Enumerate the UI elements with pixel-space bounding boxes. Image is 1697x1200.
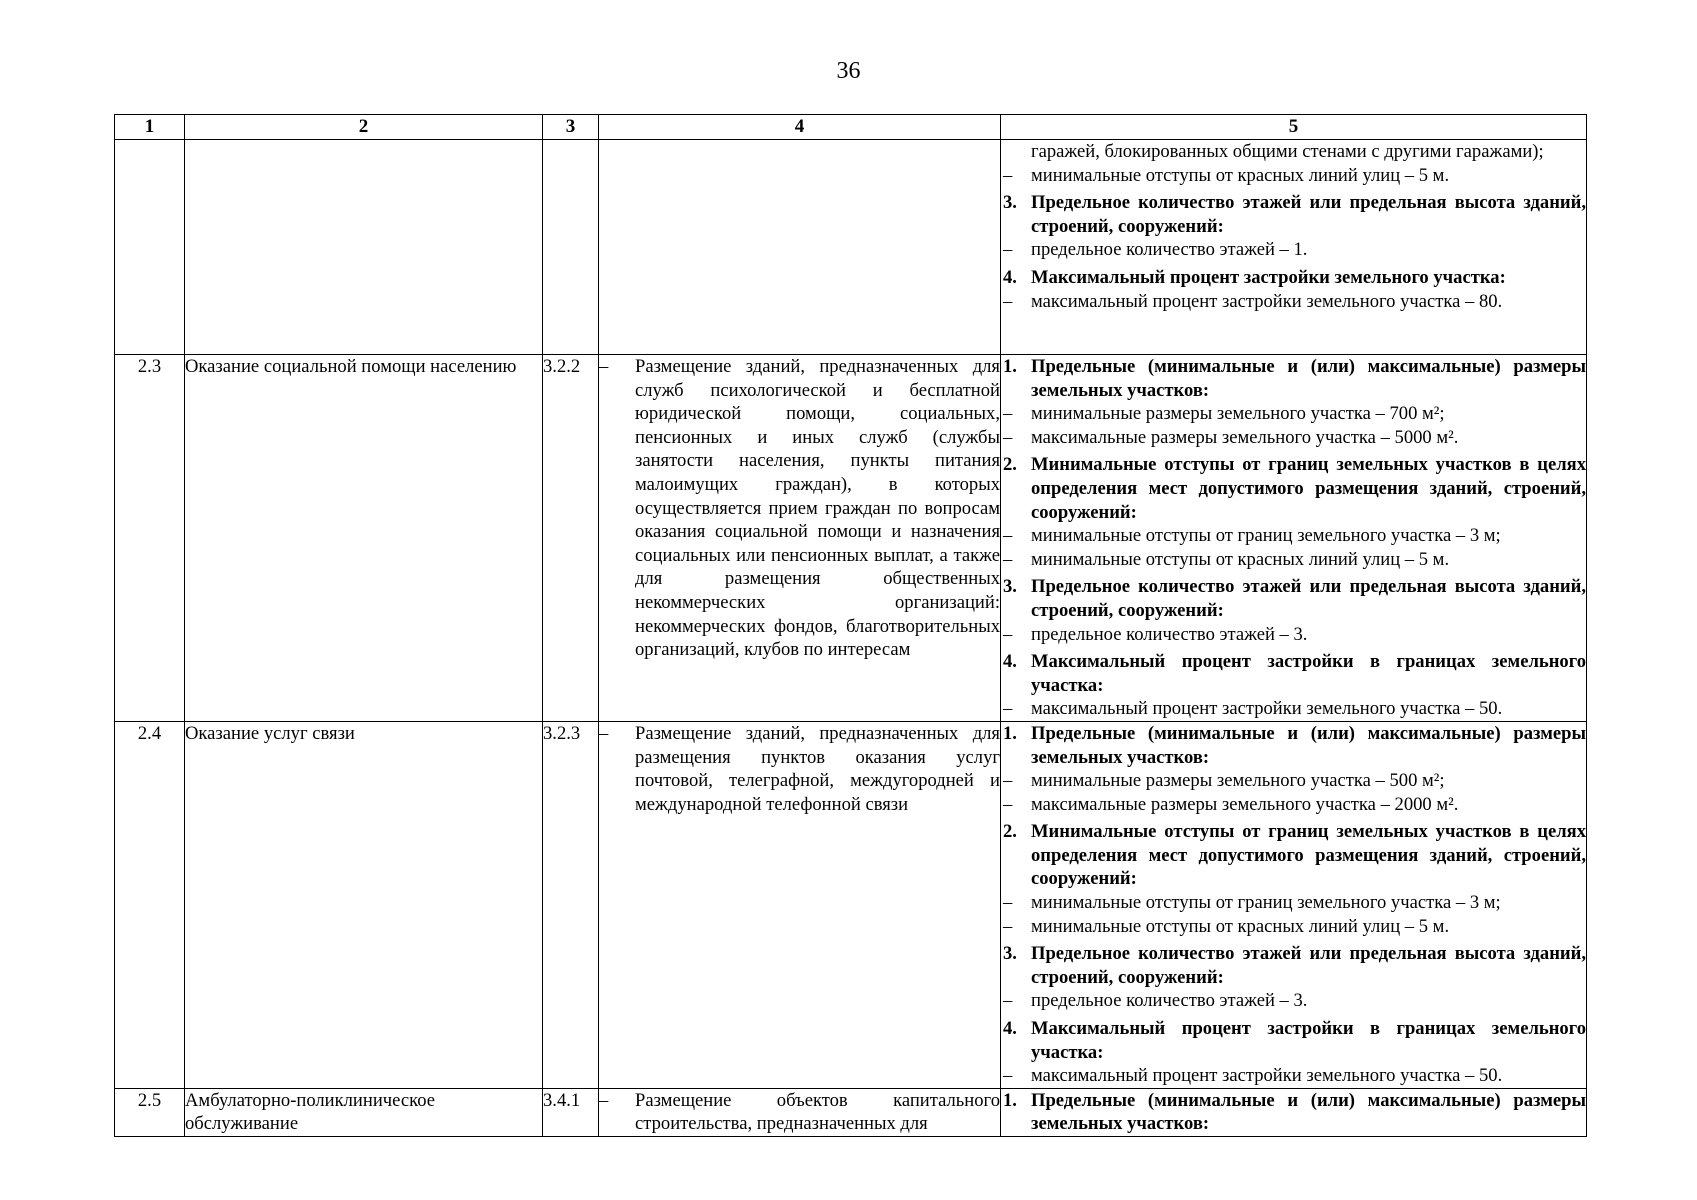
land-use-code-cell bbox=[543, 140, 599, 355]
item-number: 3. bbox=[1003, 943, 1017, 965]
parameter-text: максимальный процент застройки земельного участка – 50. bbox=[1031, 698, 1503, 720]
parameter-text: Предельное количество этажей или предельная высота зданий, строений, сооружений: bbox=[1031, 576, 1586, 621]
description-text: Размещение зданий, предназначенных для размещения пунктов оказания услуг почтовой, телеграфной, междугородней и международной телефонной связи bbox=[635, 722, 1000, 815]
parameter-text: максимальные размеры земельного участка – 5000 м². bbox=[1031, 426, 1459, 448]
parameter-text: Предельные (минимальные и (или) максимальные) размеры земельных участков: bbox=[1031, 722, 1586, 768]
parameter-item bbox=[1001, 793, 1586, 817]
parameters-cell bbox=[1001, 140, 1587, 355]
parameter-text: минимальные размеры земельного участка – 700 м²; bbox=[1031, 403, 1445, 425]
dash-marker: – bbox=[1003, 623, 1013, 645]
dash-marker: – bbox=[1003, 770, 1013, 792]
dash-marker: – bbox=[1003, 793, 1013, 815]
parameter-text: Минимальные отступы от границ земельных участков в целях определения мест допустимого размещения зданий, строений, сооружений: bbox=[1031, 454, 1586, 523]
parameter-item bbox=[1001, 697, 1586, 721]
parameter-item bbox=[1001, 548, 1586, 572]
parameter-item bbox=[1001, 989, 1586, 1013]
land-use-regulations-table bbox=[114, 114, 1587, 1137]
dash-marker: – bbox=[599, 722, 609, 744]
parameter-text: минимальные отступы от красных линий улиц – 5 м. bbox=[1031, 164, 1450, 186]
dash-marker: – bbox=[1003, 164, 1013, 186]
land-use-code-cell: 3.4.1 bbox=[543, 1088, 599, 1136]
parameter-item bbox=[1001, 164, 1586, 188]
dash-marker bbox=[1001, 140, 1031, 164]
parameter-text: гаражей, блокированных общими стенами с другими гаражами); bbox=[1031, 141, 1544, 162]
page-number: 36 bbox=[836, 58, 861, 84]
parameter-item bbox=[1001, 891, 1586, 915]
column-header-1: 1 bbox=[115, 115, 185, 140]
parameter-heading bbox=[1001, 1017, 1586, 1064]
parameter-text: предельное количество этажей – 1. bbox=[1031, 239, 1308, 261]
parameter-text: Предельное количество этажей или предельная высота зданий, строений, сооружений: bbox=[1031, 943, 1586, 988]
parameter-text: предельное количество этажей – 3. bbox=[1031, 990, 1308, 1012]
dash-marker: – bbox=[599, 356, 609, 377]
parameter-text: минимальные отступы от красных линий улиц – 5 м. bbox=[1031, 548, 1450, 570]
description-text: Размещение зданий, предназначенных для служб психологической и бесплатной юридической помощи, социальных, пенсионных и иных служб (службы занятости населения, пункты питания малоимущих граждан), в которых осуществляется прием граждан по вопросам оказания социальной помощи и назначения социальных или пенсионных выплат, а также для размещения общественных некоммерческих организаций: некоммерческих фондов, благотворительных организаций, клубов по интересам bbox=[635, 356, 1000, 661]
column-header-2: 2 bbox=[185, 115, 543, 140]
dash-marker: – bbox=[1003, 239, 1013, 261]
land-use-description-cell bbox=[599, 721, 1001, 1088]
parameter-text: максимальные размеры земельного участка – 2000 м². bbox=[1031, 793, 1459, 815]
item-number: 1. bbox=[1003, 722, 1017, 744]
parameter-heading bbox=[1001, 266, 1586, 290]
dash-marker: – bbox=[599, 1089, 609, 1111]
table-row bbox=[115, 721, 1587, 1088]
parameter-text: предельное количество этажей – 3. bbox=[1031, 623, 1308, 645]
parameter-item bbox=[1001, 769, 1586, 793]
row-number-cell: 2.4 bbox=[115, 721, 185, 1088]
row-number-cell: 2.3 bbox=[115, 355, 185, 722]
parameter-text: Максимальный процент застройки в границах земельного участка: bbox=[1031, 1018, 1586, 1063]
dash-marker: – bbox=[1003, 990, 1013, 1012]
land-use-name-cell: Оказание услуг связи bbox=[185, 721, 543, 1088]
item-number: 2. bbox=[1003, 454, 1017, 476]
item-number: 3. bbox=[1003, 576, 1017, 598]
parameter-text: минимальные отступы от красных линий улиц – 5 м. bbox=[1031, 915, 1450, 937]
dash-marker: – bbox=[1003, 548, 1013, 570]
land-use-name-cell bbox=[185, 140, 543, 355]
land-use-description-cell bbox=[599, 1088, 1001, 1136]
column-number-header-row bbox=[115, 115, 1587, 140]
parameters-cell bbox=[1001, 721, 1587, 1088]
parameter-text: минимальные отступы от границ земельного участка – 3 м; bbox=[1031, 892, 1501, 914]
item-number: 4. bbox=[1003, 266, 1017, 288]
dash-marker: – bbox=[1003, 426, 1013, 448]
parameter-item bbox=[1001, 1064, 1586, 1088]
row-number-cell: 2.5 bbox=[115, 1088, 185, 1136]
parameter-text: Минимальные отступы от границ земельных участков в целях определения мест допустимого размещения зданий, строений, сооружений: bbox=[1031, 821, 1586, 890]
parameter-item bbox=[1001, 402, 1586, 426]
parameter-text: Предельные (минимальные и (или) максимальные) размеры земельных участков: bbox=[1031, 356, 1586, 401]
dash-marker: – bbox=[1003, 403, 1013, 425]
item-number: 1. bbox=[1003, 1089, 1017, 1111]
parameter-item bbox=[1001, 290, 1586, 314]
dash-marker: – bbox=[1003, 892, 1013, 914]
item-number: 4. bbox=[1003, 1018, 1017, 1040]
land-use-name-cell: Оказание социальной помощи населению bbox=[185, 355, 543, 722]
land-use-code-cell: 3.2.3 bbox=[543, 721, 599, 1088]
dash-marker: – bbox=[1003, 290, 1013, 312]
item-number: 2. bbox=[1003, 821, 1017, 843]
parameter-text: Предельные (минимальные и (или) максимальные) размеры земельных участков: bbox=[1031, 1089, 1586, 1135]
parameter-item bbox=[1001, 915, 1586, 939]
parameter-item bbox=[1001, 524, 1586, 548]
parameter-heading bbox=[1001, 191, 1586, 238]
parameter-item bbox=[1001, 140, 1586, 164]
dash-marker: – bbox=[1003, 1065, 1013, 1087]
parameter-heading bbox=[1001, 820, 1586, 891]
land-use-description-cell bbox=[599, 140, 1001, 355]
parameter-heading bbox=[1001, 355, 1586, 402]
parameter-item bbox=[1001, 426, 1586, 450]
parameter-heading bbox=[1001, 575, 1586, 622]
parameter-item bbox=[1001, 238, 1586, 262]
parameter-text: максимальный процент застройки земельного участка – 80. bbox=[1031, 290, 1503, 312]
parameter-text: максимальный процент застройки земельного участка – 50. bbox=[1031, 1065, 1503, 1087]
parameter-heading bbox=[1001, 942, 1586, 989]
parameter-heading bbox=[1001, 453, 1586, 524]
parameter-heading bbox=[1001, 650, 1586, 697]
dash-marker: – bbox=[1003, 915, 1013, 937]
table-row bbox=[115, 1088, 1587, 1136]
parameters-cell bbox=[1001, 1088, 1587, 1136]
dash-marker: – bbox=[1003, 698, 1013, 720]
column-header-3: 3 bbox=[543, 115, 599, 140]
column-header-5: 5 bbox=[1001, 115, 1587, 140]
parameter-text: Максимальный процент застройки земельного участка: bbox=[1031, 266, 1506, 288]
row-number-cell bbox=[115, 140, 185, 355]
land-use-name-cell: Амбулаторно-поликлиническое обслуживание bbox=[185, 1088, 543, 1136]
table-row bbox=[115, 355, 1587, 722]
parameter-text: минимальные отступы от границ земельного участка – 3 м; bbox=[1031, 525, 1501, 547]
parameter-item bbox=[1001, 623, 1586, 647]
parameter-heading bbox=[1001, 722, 1586, 769]
item-number: 3. bbox=[1003, 192, 1017, 214]
table-row bbox=[115, 140, 1587, 355]
item-number: 4. bbox=[1003, 651, 1017, 673]
parameter-heading bbox=[1001, 1089, 1586, 1136]
parameter-text: Предельное количество этажей или предельная высота зданий, строений, сооружений: bbox=[1031, 192, 1586, 237]
land-use-description-cell bbox=[599, 355, 1001, 722]
parameter-text: Максимальный процент застройки в границах земельного участка: bbox=[1031, 651, 1586, 696]
item-number: 1. bbox=[1003, 356, 1017, 377]
parameters-cell bbox=[1001, 355, 1587, 722]
column-header-4: 4 bbox=[599, 115, 1001, 140]
land-use-code-cell: 3.2.2 bbox=[543, 355, 599, 722]
description-text: Размещение объектов капитального строительства, предназначенных для bbox=[635, 1089, 1000, 1135]
parameter-text: минимальные размеры земельного участка – 500 м²; bbox=[1031, 770, 1445, 792]
dash-marker: – bbox=[1003, 525, 1013, 547]
